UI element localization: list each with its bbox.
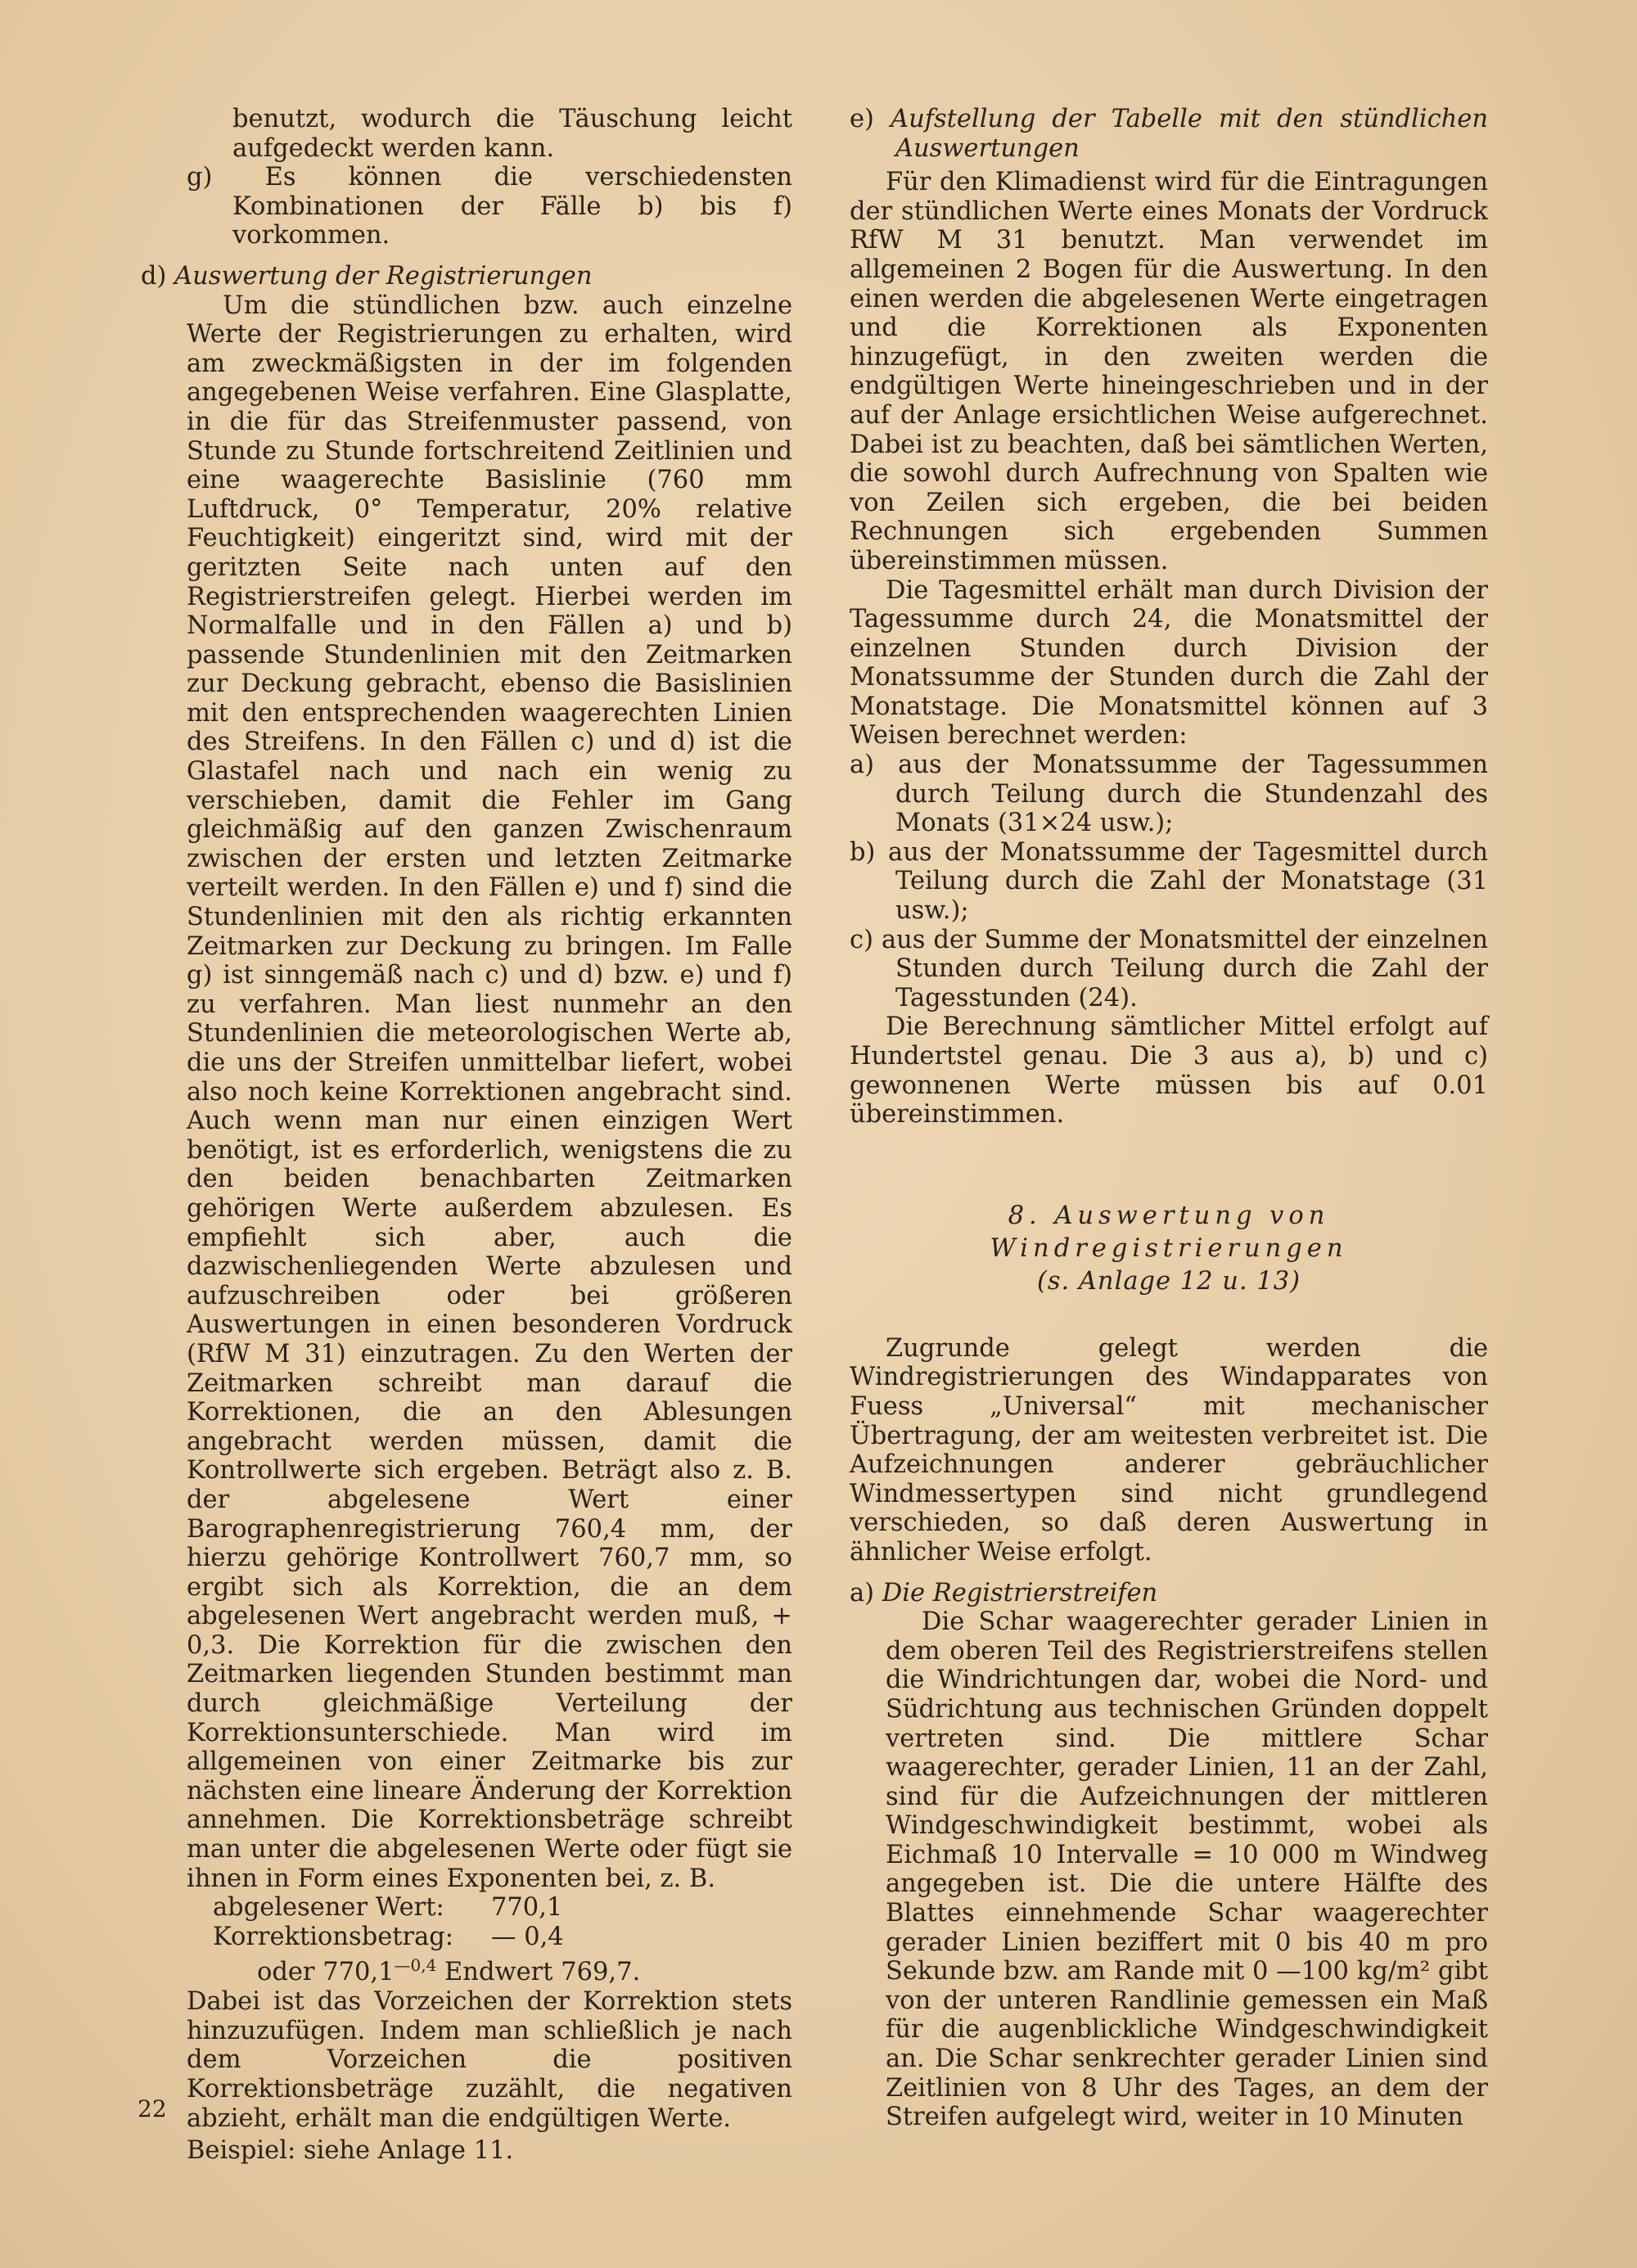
list-item-b [850,838,1488,926]
right-column [850,105,1488,2132]
paragraph-registrierstreifen: Die Schar waagerechter gerader Linien in dem oberen Teil des Registrierstreifens stellen die Windrichtungen dar, wobei die Nord- und Südrichtung aus technischen Gründen doppelt vertreten sind. Die mittlere Schar waagerechter, gerader Linien, 11 an der Zahl, sind für die Aufzeichnungen der mittleren Windgeschwindigkeit bestimmt, wobei als Eichmaß 10 Intervalle = 10 000 m Windweg angegeben ist. Die die untere Hälfte des Blattes einnehmende Schar waagerechter gerader Linien beziffert mit 0 bis 40 m pro Sekunde bzw. am Rande mit 0 —100 kg/m² gibt von der unteren Randlinie gemessen ein Maß für die augenblickliche Windgeschwindigkeit an. Die Schar senkrechter gerader Linien sind Zeitlinien von 8 Uhr des Tages, an dem der Streifen aufgelegt wird, weiter in 10 Minuten [886,1607,1488,2132]
list-item-b-text: aus der Monatssumme der Tagesmittel durch Teilung durch die Zahl der Monatstage (31 usw.); [888,837,1488,926]
list-item-c [850,926,1488,1013]
section-d-marker: d) [141,261,167,291]
paragraph-windregistrierungen: Zugrunde gelegt werden die Windregistrierungen des Windapparates von Fuess „Universal“ mit mechanischer Übertragung, der am weitesten verbreitet ist. Die Aufzeichnungen anderer gebräuchlicher Windmessertypen sind nicht grundlegend verschieden, so daß deren Auswertung in ähnlicher Weise erfolgt. [850,1333,1488,1567]
example-label-read: abgelesener Wert: [213,1893,444,1923]
example-label-correction: Korrektionsbetrag: [213,1922,454,1951]
example-value-correction: — 0,4 [491,1922,564,1951]
section-e-title: Aufstellung der Tabelle mit den stündlichen Auswertungen [891,105,1488,163]
section-8-heading [850,1200,1488,1298]
list-item-b-marker: b) [850,837,876,867]
list-item-a-text: aus der Monatssumme der Tagessummen durch Teilung durch die Stundenzahl des Monats (31×24 usw.); [895,751,1488,838]
paragraph-closing: Dabei ist das Vorzeichen der Korrektion stets hinzuzufügen. Indem man schließlich je nach dem Vorzeichen die positiven Korrektionsbeträge zuzählt, die negativen abzieht, erhält man die endgültigen Werte. [187,1987,792,2133]
section-a-title: Die Registrierstreifen [882,1578,1158,1607]
section-8-subtitle: (s. Anlage 12 u. 13) [1036,1266,1301,1296]
list-item-c-text: aus der Summe der Monatsmittel der einzelnen Stunden durch Teilung durch die Zahl der Tagesstunden (24). [881,925,1488,1012]
paragraph-berechnung: Die Berechnung sämtlicher Mittel erfolgt auf Hundertstel genau. Die 3 aus a), b) und c) gewonnenen Werte müssen bis auf 0.01 übereinstimmen. [850,1012,1488,1129]
section-8-title: 8. Auswertung von Windregistrierungen [990,1201,1348,1263]
section-a-marker: a) [850,1578,875,1607]
item-g-text: Es können die verschiedensten Kombinationen der Fälle b) bis f) vorkommen. [232,163,792,250]
example-value-read: 770,1 [491,1893,563,1923]
example-endwert: Endwert 769,7. [444,1958,641,1987]
item-g [187,163,792,250]
correction-example [187,1893,792,1951]
paragraph-main: Um die stündlichen bzw. auch einzelne Werte der Registrierungen zu erhalten, wird am zweckmäßigsten in der im folgenden angegebenen Weise verfahren. Eine Glasplatte, in die für das Streifenmuster passend, von Stunde zu Stunde fortschreitend Zeitlinien und eine waagerechte Basislinie (760 mm Luftdruck, 0° Temperatur, 20% relative Feuchtigkeit) eingeritzt sind, wird mit der geritzten Seite nach unten auf den Registrierstreifen gelegt. Hierbei werden im Normalfalle und in den Fällen a) und b) passende Stundenlinien mit den Zeitmarken zur Deckung gebracht, ebenso die Basislinien mit den entsprechenden waagerechten Linien des Streifens. In den Fällen c) und d) ist die Glastafel nach und nach ein wenig zu verschieben, damit die Fehler im Gang gleichmäßig auf den ganzen Zwischenraum zwischen der ersten und letzten Zeitmarke verteilt werden. In den Fällen e) und f) sind die Stundenlinien mit den als richtig erkannten Zeitmarken zur Deckung zu bringen. Im Falle g) ist sinngemäß nach c) und d) bzw. e) und f) zu verfahren. Man liest nunmehr an den Stundenlinien die meteorologischen Werte ab, die uns der Streifen unmittelbar liefert, wobei also noch keine Korrektionen angebracht sind. Auch wenn man nur einen einzigen Wert benötigt, ist es erforderlich, wenigstens die zu den beiden benachbarten Zeitmarken gehörigen Werte außerdem abzulesen. Es empfiehlt sich aber, auch die dazwischenliegenden Werte abzulesen und aufzuschreiben oder bei größeren Auswertungen in einen besonderen Vordruck (RfW M 31) einzutragen. Zu den Werten der Zeitmarken schreibt man darauf die Korrektionen, die an den Ablesungen angebracht werden müssen, damit die Kontrollwerte sich ergeben. Beträgt also z. B. der abgelesene Wert einer Barographenregistrierung 760,4 mm, der hierzu gehörige Kontrollwert 760,7 mm, so ergibt sich als Korrektion, die an dem abgelesenen Wert angebracht werden muß, + 0,3. Die Korrektion für die zwischen den Zeitmarken liegenden Stunden bestimmt man durch gleichmäßige Verteilung der Korrektionsunterschiede. Man wird im allgemeinen von einer Zeitmarke bis zur nächsten eine lineare Änderung der Korrektion annehmen. Die Korrektionsbeträge schreibt man unter die abgelesenen Werte oder fügt sie ihnen in Form eines Exponenten bei, z. B. [187,291,792,1893]
section-d-heading [141,262,792,291]
section-e-marker: e) [850,105,874,133]
list-item-c-marker: c) [850,925,873,954]
example-result-line [187,1951,792,1987]
section-d-title: Auswertung der Registrierungen [174,261,593,291]
section-e-heading [850,105,1488,163]
example-exponent: —0,4 [394,1955,437,1976]
example-reference: Beispiel: siehe Anlage 11. [187,2136,514,2166]
paragraph-continuation: benutzt, wodurch die Täuschung leicht aufgedeckt werden kann. [232,105,792,163]
item-g-marker: g) [187,163,213,192]
list-item-a-marker: a) [850,751,875,780]
page-number: 22 [138,2095,167,2122]
paragraph-tagesmittel: Die Tagesmittel erhält man durch Division der Tagessumme durch 24, die Monatsmittel der einzelnen Stunden durch Division der Monatssumme der Stunden durch die Zahl der Monatstage. Die Monatsmittel können auf 3 Weisen berechnet werden: [850,575,1488,751]
example-oder: oder 770,1 [257,1958,395,1987]
list-item-a [850,751,1488,838]
paragraph-klimadienst: Für den Klimadienst wird für die Eintragungen der stündlichen Werte eines Monats der Vordruck RfW M 31 benutzt. Man verwendet im allgemeinen 2 Bogen für die Auswertung. In den einen werden die abgelesenen Werte eingetragen und die Korrektionen als Exponenten hinzugefügt, in den zweiten werden die endgültigen Werte hineingeschrieben und in der auf der Anlage ersichtlichen Weise aufgerechnet. Dabei ist zu beachten, daß bei sämtlichen Werten, die sowohl durch Aufrechnung von Spalten wie von Zeilen sich ergeben, die bei beiden Rechnungen sich ergebenden Summen übereinstimmen müssen. [850,168,1488,575]
section-a-heading [850,1579,1488,1608]
